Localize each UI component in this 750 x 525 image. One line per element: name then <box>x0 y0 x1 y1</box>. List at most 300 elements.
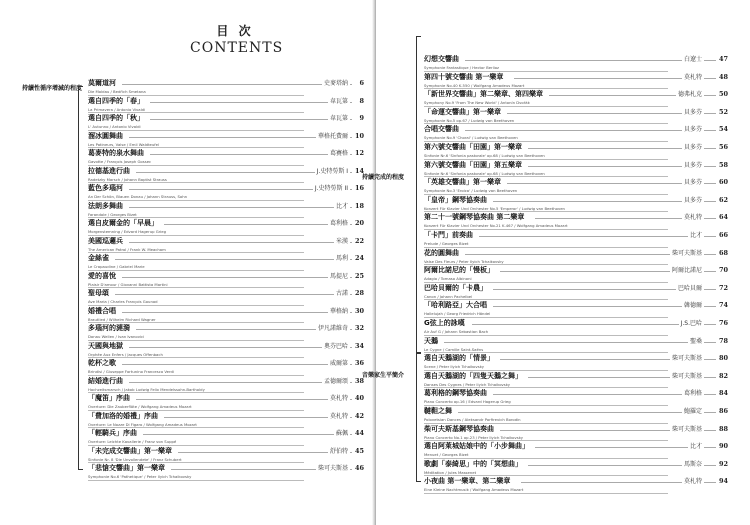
entry-leader-line <box>150 154 352 155</box>
entry-composer: 威爾第 <box>329 360 348 367</box>
entry-separator <box>88 200 304 201</box>
contents-header <box>190 22 284 56</box>
toc-entry <box>88 359 364 377</box>
entry-composer: 莫札特 <box>329 395 348 402</box>
entry-separator <box>88 235 304 236</box>
entry-page-number: 22 <box>354 236 364 245</box>
entry-composer: J.史特勞斯 I <box>316 167 348 175</box>
entry-separator <box>88 392 304 393</box>
entry-separator <box>424 493 668 494</box>
entry-title: 拉德基進行曲 <box>88 166 130 175</box>
entry-page-number: 72 <box>718 283 728 292</box>
entry-composer: 華格納 <box>329 307 348 315</box>
header-title-cn: 目 次 <box>216 24 254 38</box>
entry-page-number: 12 <box>354 149 364 157</box>
entry-title: 藍色多瑙河 <box>88 184 123 192</box>
entry-page-number: 90 <box>718 442 728 451</box>
entry-leader-line <box>122 312 352 313</box>
entry-separator <box>424 194 668 195</box>
entry-composer: 葛賽格 <box>329 150 348 157</box>
toc-entry <box>424 284 728 302</box>
entry-title: 天鵝 <box>424 336 438 345</box>
entry-composer: J.S.巴哈 <box>680 320 702 327</box>
entry-page-number: 9 <box>359 114 364 122</box>
entry-page-number: 32 <box>354 324 364 332</box>
entry-composer: 莫札特 <box>683 214 702 222</box>
entry-leader-line <box>458 412 716 413</box>
toc-entry <box>88 394 364 412</box>
entry-composer: 馬利 <box>335 255 348 262</box>
entry-separator <box>424 71 668 72</box>
entry-composer: 孟德爾頌 <box>323 377 348 385</box>
entry-composer: 比才 <box>689 232 702 239</box>
entry-separator <box>88 322 304 323</box>
entry-subtitle: Valse Des Fleurs / Peter Ilyich Tchaikovsky <box>424 258 504 264</box>
entry-composer: 韋瓦第 <box>329 97 348 105</box>
entry-subtitle: Gavotte / François Joseph Gossec <box>88 159 152 164</box>
entry-page-number: 86 <box>718 407 728 415</box>
entry-separator <box>88 357 304 358</box>
entry-page-number: 48 <box>718 72 728 81</box>
entry-leader-line <box>129 382 352 383</box>
entry-subtitle: Orphée Aux Enfers / Jacques Offenbach <box>88 351 163 357</box>
entry-separator <box>88 305 304 306</box>
entry-leader-line <box>479 236 716 237</box>
entry-page-number: 68 <box>718 248 728 257</box>
entry-composer: 米漢 <box>335 237 348 245</box>
entry-separator <box>88 462 304 463</box>
entry-separator <box>424 370 668 371</box>
entry-leader-line <box>129 242 352 243</box>
entry-title: 「費加洛的婚禮」序曲 <box>88 411 158 420</box>
entry-separator <box>424 247 668 248</box>
entry-title: 「魔笛」序曲 <box>88 394 130 402</box>
entry-title: 「悲愴交響曲」第一樂章 <box>88 464 165 472</box>
entry-separator <box>88 165 304 166</box>
entry-composer: 柴可夫斯基 <box>671 355 702 363</box>
entry-subtitle: Symphonie No.3 'Eroica' / Ludwig van Beethoven <box>424 188 518 194</box>
toc-entry <box>88 289 364 307</box>
entry-subtitle: Symphonie No.5 op.67 / Ludwig van Beethoven <box>424 117 515 123</box>
entry-page-number: 66 <box>718 231 728 239</box>
toc-entry <box>424 55 728 73</box>
toc-entry <box>424 477 728 495</box>
entry-separator <box>424 458 668 459</box>
entry-subtitle: Symphonie No.40 K.550 / Wolfgang Amadeus Mozart <box>424 82 525 88</box>
entry-subtitle: Plaisir D'amour / Giovanni Battista Martini <box>88 281 168 287</box>
entry-leader-line <box>136 399 352 400</box>
entry-composer: 葛利格 <box>683 390 702 398</box>
entry-composer: 韓德爾 <box>683 302 702 310</box>
entry-page-number: 60 <box>718 178 728 187</box>
entry-page-number: 46 <box>354 464 364 472</box>
entry-subtitle: Overture: Die Zauberflöte / Wolfgang Amadeus Mozart <box>88 404 192 409</box>
entry-subtitle: Sinfonie Nr. 8 'Die Unvollendete' / Franz Schubert <box>88 456 182 462</box>
entry-composer: 貝多芬 <box>683 108 702 116</box>
entry-subtitle: Sinfonie Nr.6 'Sinfonia pastorale' op.68 / Ludwig van Beethoven <box>424 170 545 176</box>
entry-subtitle: Sinfonie Nr.6 'Sinfonia pastorale' op.68 / Ludwig van Beethoven <box>424 153 545 158</box>
entry-separator <box>88 410 304 411</box>
entry-page-number: 62 <box>718 195 728 204</box>
entry-title: 「卡門」前奏曲 <box>424 231 473 239</box>
entry-subtitle: Scene / Peter Ilyich Tchaikovsky <box>424 364 485 370</box>
entry-composer: 馬提尼 <box>329 272 348 280</box>
toc-entry <box>424 196 728 214</box>
entry-subtitle: Polovetsian Dances / Aleksandr Porfirevich Borodin <box>424 417 521 422</box>
entry-title: 金絲雀 <box>88 254 109 262</box>
entry-subtitle: Menuet / Georges Bizet <box>424 452 469 458</box>
entry-title: 美國巡邏兵 <box>88 236 123 245</box>
entry-title: 愛的喜悅 <box>88 271 116 280</box>
entry-leader-line <box>150 102 352 103</box>
entry-leader-line <box>444 342 716 343</box>
entry-subtitle: Canon / Johann Pachelbel <box>424 293 473 299</box>
entry-separator <box>424 423 668 424</box>
entry-leader-line <box>143 434 352 435</box>
entry-title: 婚禮合唱 <box>88 306 116 315</box>
entry-subtitle: Eine Kleine Nachtmusik / Wolfgang Amadeus Mozart <box>424 487 524 493</box>
entry-title: 葛麥特的泉水舞曲 <box>88 149 144 157</box>
toc-entry <box>424 161 728 179</box>
entry-leader-line <box>129 347 352 348</box>
entry-title: 幻想交響曲 <box>424 55 459 63</box>
entry-page-number: 40 <box>354 394 364 402</box>
entry-page-number: 14 <box>354 166 364 175</box>
entry-separator <box>88 252 304 253</box>
entry-composer: 蘇佩 <box>335 430 348 437</box>
right-brace-2 <box>416 352 421 482</box>
entry-page-number: 30 <box>354 306 364 315</box>
entry-subtitle: Piano Concerto op.16 / Edvard Hagerup Grieg <box>424 399 511 405</box>
toc-entry <box>88 149 364 167</box>
entry-subtitle: Konzert Für Klavier Und Orchester No.21 K.467 / Wolfgang Amadeus Mozart <box>424 223 568 229</box>
entry-page-number: 10 <box>354 131 364 140</box>
entry-composer: 柴可夫斯基 <box>671 372 702 380</box>
toc-entry <box>88 307 364 325</box>
entry-page-number: 8 <box>359 96 364 105</box>
entry-page-number: 74 <box>718 301 728 310</box>
entry-title: 柴可夫斯基鋼琴協奏曲 <box>424 424 494 433</box>
toc-entry <box>88 324 364 342</box>
toc-entry <box>424 301 728 319</box>
entry-leader-line <box>150 119 352 120</box>
entry-composer: 鮑羅定 <box>683 408 702 415</box>
entry-title: 天國與地獄 <box>88 341 123 350</box>
entry-page-number: 25 <box>354 271 364 280</box>
entry-title: 「輕騎兵」序曲 <box>88 429 137 437</box>
toc-entry <box>424 249 728 267</box>
entry-composer: 柴可夫斯基 <box>671 249 702 257</box>
entry-page-number: 6 <box>359 79 364 87</box>
entry-composer: 德弗札克 <box>677 91 702 99</box>
entry-title: 「命運交響曲」第一樂章 <box>424 107 501 116</box>
entry-page-number: 82 <box>718 371 728 380</box>
entry-title: 結婚進行曲 <box>88 376 123 385</box>
entry-title: 花的圓舞曲 <box>424 248 459 257</box>
entry-title: 第二十一號鋼琴協奏曲 第二樂章 <box>424 213 525 222</box>
entry-title: 「皇帝」鋼琴協奏曲 <box>424 195 487 204</box>
entry-separator <box>424 106 668 107</box>
right-side-label-1: 持續完成的程度 <box>362 174 405 181</box>
toc-entry <box>88 219 364 237</box>
toc-entry <box>424 266 728 284</box>
entry-page-number: 58 <box>718 160 728 169</box>
toc-entry <box>424 407 728 425</box>
toc-entry <box>424 178 728 196</box>
entry-separator <box>424 141 668 142</box>
entry-leader-line <box>122 277 352 278</box>
entry-title: 韃靼之舞 <box>424 407 452 415</box>
toc-entry <box>424 372 728 390</box>
entry-title: 歌劇「泰綺思」中的「冥想曲」 <box>424 459 522 468</box>
entry-composer: 柴可夫斯基 <box>671 425 702 433</box>
entry-title: 法朗多舞曲 <box>88 201 123 210</box>
entry-separator <box>88 445 304 446</box>
entry-title: 選自天鵝湖的「四隻天鵝之舞」 <box>424 371 522 380</box>
entry-subtitle: Méditation / Jules Massenet <box>424 469 477 475</box>
entry-title: 溜冰圓舞曲 <box>88 131 123 140</box>
entry-page-number: 28 <box>354 289 364 297</box>
entry-subtitle: Die Moldau / Bedřich Smetana <box>88 89 146 94</box>
entry-subtitle: An Der Schön, Blauen Donau / Johann Strauss, Sohn <box>88 194 188 199</box>
entry-page-number: 44 <box>354 429 364 437</box>
entry-subtitle: Donau Wellen / Ivan Ivanovici <box>88 334 145 339</box>
entry-composer: 葛利格 <box>329 220 348 227</box>
entry-separator <box>88 340 304 341</box>
entry-page-number: 42 <box>354 411 364 420</box>
toc-entry <box>88 184 364 202</box>
entry-composer: 貝多芬 <box>683 144 702 151</box>
entry-separator <box>88 217 304 218</box>
entry-subtitle: Les Patineurs, Valse / Emil Waldteufel <box>88 141 160 147</box>
entry-subtitle: Le Cygne / Camille Saint-Saëns <box>424 346 484 352</box>
toc-entry <box>88 167 364 185</box>
entry-subtitle: La Primavera / Antonio Vivaldi <box>88 106 146 112</box>
left-brace <box>78 86 83 470</box>
toc-entry <box>424 389 728 407</box>
entry-page-number: 52 <box>718 107 728 116</box>
entry-title: 莫爾道河 <box>88 79 116 87</box>
entry-composer: 比才 <box>335 202 348 210</box>
toc-entry <box>424 460 728 478</box>
toc-entry <box>424 125 728 143</box>
toc-entry <box>88 377 364 395</box>
entry-leader-line <box>122 364 352 365</box>
entry-page-number: 47 <box>718 55 728 63</box>
right-page <box>362 0 750 525</box>
entry-separator <box>88 287 304 288</box>
entry-leader-line <box>465 130 716 131</box>
entry-composer: 伊凡諾維奇 <box>317 325 348 332</box>
entry-composer: 柴可夫斯基 <box>317 465 348 472</box>
entry-separator <box>88 95 304 96</box>
entry-leader-line <box>164 224 352 225</box>
toc-entry <box>424 90 728 108</box>
entry-composer: 莫札特 <box>683 73 702 81</box>
entry-page-number: 76 <box>718 319 728 327</box>
toc-entry <box>424 425 728 443</box>
entry-separator <box>88 112 304 113</box>
entry-title: 聖母頌 <box>88 289 109 297</box>
entry-separator <box>88 270 304 271</box>
entry-title: 巴哈貝爾的「卡農」 <box>424 283 487 292</box>
toc-entry <box>424 143 728 161</box>
entry-composer: 貝多芬 <box>683 126 702 134</box>
entry-page-number: 38 <box>354 376 364 385</box>
entry-leader-line <box>465 60 716 61</box>
entry-separator <box>88 147 304 148</box>
entry-composer: 白遼士 <box>683 56 702 63</box>
entry-title: 「新世界交響曲」第二樂章、第四樂章 <box>424 90 543 99</box>
toc-entry <box>424 442 728 460</box>
entry-subtitle: Danses Des Cygnes / Peter Ilyich Tchaikovsky <box>424 381 511 387</box>
entry-title: 「英雄交響曲」第一樂章 <box>424 178 501 187</box>
entry-page-number: 16 <box>354 184 364 192</box>
header-title-en: CONTENTS <box>190 40 284 56</box>
right-side-label-2: 音樂家生平簡介 <box>362 372 405 379</box>
entry-page-number: 70 <box>718 266 728 275</box>
entry-leader-line <box>164 417 352 418</box>
toc-entry <box>88 272 364 290</box>
entry-page-number: 50 <box>718 90 728 99</box>
entry-subtitle: Hallelujah / Georg Friedrich Händel <box>424 311 491 317</box>
entry-title: 選自天鵝湖的「情景」 <box>424 354 494 363</box>
entry-separator <box>88 427 304 428</box>
entry-separator <box>424 405 668 406</box>
entry-page-number: 80 <box>718 354 728 363</box>
entry-subtitle: Symphony No.9 'From The New World' / Antonín Dvořák <box>424 100 530 106</box>
entry-composer: 貝多芬 <box>683 161 702 169</box>
toc-entry <box>88 447 364 465</box>
entry-composer: 阿爾比諾尼 <box>671 267 702 275</box>
entry-subtitle: Symphonie No.6 'Pathetique' / Peter Ilyich Tchaikovsky <box>88 474 192 479</box>
entry-subtitle: Brindisi / Giuseppe Fortunino Francesco Verdi <box>88 369 174 374</box>
entry-composer: 古諾 <box>335 290 348 297</box>
toc-entry <box>424 231 728 249</box>
entry-page-number: 36 <box>354 359 364 367</box>
entry-subtitle: Radetzky Marsch / Johann Baptist Strauss <box>88 176 167 182</box>
toc-entry <box>88 202 364 220</box>
entry-page-number: 18 <box>354 201 364 210</box>
entry-composer: 比才 <box>689 443 702 451</box>
toc-entry <box>88 412 364 430</box>
entry-page-number: 64 <box>718 213 728 222</box>
entry-subtitle: Overture: Le Nozze Di Figaro / Wolfgang Amadeus Mozart <box>88 421 197 427</box>
entry-title: 第四十號交響曲 第一樂章 <box>424 72 504 81</box>
entry-subtitle: Morgenstemning / Edvard Hagerup Grieg <box>88 229 167 234</box>
entry-title: 小夜曲 第一樂章、第二樂章 <box>424 477 511 486</box>
toc-entry <box>424 213 728 231</box>
entry-separator <box>424 123 668 124</box>
entry-title: 選自四季的「秋」 <box>88 114 144 122</box>
entry-subtitle: Air Auf G / Johann Sebastian Bach <box>424 329 489 334</box>
entry-composer: 莫札特 <box>329 412 348 420</box>
entry-composer: 聖桑 <box>689 337 702 345</box>
toc-entry <box>424 354 728 372</box>
entry-title: 選自皮爾金的「早晨」 <box>88 219 158 227</box>
entry-title: 阿爾比諾尼的「慢板」 <box>424 266 494 275</box>
entry-composer: 莫札特 <box>683 478 702 486</box>
entry-subtitle: Prelude / Georges Bizet <box>424 241 469 246</box>
entry-subtitle: L' Autunno / Antonio Vivaldi <box>88 124 141 129</box>
toc-entry <box>88 237 364 255</box>
entry-subtitle: Le Crapaudine / Gabriel Marie <box>88 264 145 269</box>
toc-entry <box>88 97 364 115</box>
entry-page-number: 92 <box>718 459 728 468</box>
entry-leader-line <box>115 259 352 260</box>
entry-title: 乾杯之歌 <box>88 359 116 367</box>
entry-title: G弦上的詠嘆 <box>424 319 465 327</box>
entry-composer: J.史特勞斯 II <box>314 185 348 192</box>
entry-leader-line <box>122 84 352 85</box>
toc-entry <box>88 132 364 150</box>
entry-composer: 巴哈貝爾 <box>677 284 702 292</box>
toc-entry <box>88 464 364 482</box>
toc-entry <box>88 254 364 272</box>
entry-title: 「未完成交響曲」第一樂章 <box>88 446 172 455</box>
entry-separator <box>88 480 304 481</box>
entry-separator <box>88 375 304 376</box>
entry-composer: 韋瓦第 <box>329 115 348 122</box>
entry-subtitle: Symphonie No.9 'Choral' / Ludwig van Beethoven <box>424 135 518 141</box>
entry-leader-line <box>129 207 352 208</box>
entry-page-number: 88 <box>718 424 728 433</box>
entry-title: 第六號交響曲「田園」第一樂章 <box>424 143 522 151</box>
entry-subtitle: Symphonie Fantastique / Hector Berlioz <box>424 65 500 70</box>
entry-separator <box>424 335 668 336</box>
entry-title: 第六號交響曲「田園」第五樂章 <box>424 160 522 169</box>
entry-leader-line <box>178 452 352 453</box>
entry-page-number: 20 <box>354 219 364 227</box>
entry-subtitle: Hochzeitsmarsch / Jakob Ludwig Felix Mendelssohn-Bartholdy <box>88 386 205 392</box>
left-side-label: 持續性循序增減的程度 <box>22 85 83 92</box>
entry-subtitle: The American Patrol / Frank W. Meacham <box>88 246 166 252</box>
entry-page-number: 78 <box>718 336 728 345</box>
entry-composer: 貝多芬 <box>683 179 702 187</box>
entry-page-number: 34 <box>354 341 364 350</box>
entry-separator <box>424 317 668 318</box>
entry-composer: 奧芬巴哈 <box>323 342 348 350</box>
toc-entry <box>88 342 364 360</box>
entry-title: 選自阿萊城姑娘中的「小步舞曲」 <box>424 442 529 451</box>
entry-separator <box>88 182 304 183</box>
entry-title: 選自四季的「春」 <box>88 96 144 105</box>
toc-entry <box>424 73 728 91</box>
entry-composer: 舒伯特 <box>329 447 348 455</box>
entry-subtitle: Ave Maria / Charles François Gounod <box>88 299 158 304</box>
entry-page-number: 24 <box>354 254 364 262</box>
entry-separator <box>424 159 668 160</box>
entry-subtitle: Adagio / Tomaso Albinoni <box>424 276 472 282</box>
entry-composer: 貝多芬 <box>683 196 702 204</box>
toc-entry <box>88 79 364 97</box>
entry-subtitle: Overture: Leichte Kavallerie / Franz von Suppé <box>88 439 177 444</box>
entry-page-number: 84 <box>718 389 728 398</box>
entry-title: 「哈利路亞」大合唱 <box>424 301 487 310</box>
toc-entry <box>88 114 364 132</box>
entry-separator <box>88 130 304 131</box>
entry-separator <box>424 229 668 230</box>
toc-entry <box>424 337 728 355</box>
entry-page-number: 56 <box>718 143 728 151</box>
toc-entry <box>424 108 728 126</box>
entry-composer: 華格托費爾 <box>317 132 348 140</box>
entry-subtitle: Konzert Für Klavier Und Orchester No.5 'Emperor' / Ludwig van Beethoven <box>424 205 565 211</box>
right-brace-1 <box>416 36 421 354</box>
toc-entry <box>424 319 728 337</box>
entry-title: 多瑙河的漣漪 <box>88 324 130 332</box>
entry-page-number: 54 <box>718 125 728 134</box>
